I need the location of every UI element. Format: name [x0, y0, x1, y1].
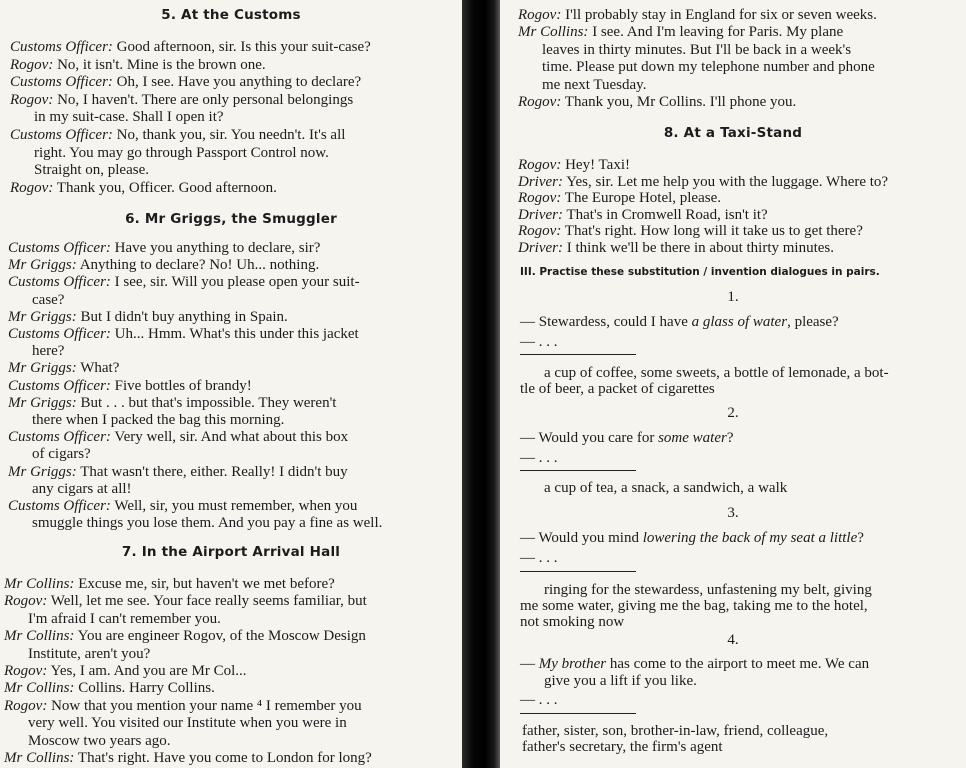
speech-text: What?	[76, 360, 120, 377]
exercise-2-prompt: — Would you care for some water?	[520, 430, 734, 446]
dialogue-line	[10, 180, 277, 196]
speech-text: But I didn't buy anything in Spain.	[76, 308, 288, 325]
dialogue-line	[8, 240, 320, 256]
speech-text: in my suit-case. Shall I open it?	[34, 109, 224, 126]
speaker-label: Customs Officer:	[8, 240, 111, 256]
dialogue-line	[8, 274, 360, 290]
blank-line	[520, 470, 636, 471]
exercise-1-substitutions-cont: tle of beer, a packet of cigarettes	[520, 381, 715, 397]
dialogue-line	[542, 77, 646, 93]
exercise-2-substitutions: a cup of tea, a snack, a sandwich, a walk	[544, 480, 788, 496]
dialogue-line	[8, 309, 288, 325]
speaker-label: Driver:	[518, 206, 563, 223]
speech-text: Oh, I see. Have you anything to declare?	[112, 74, 362, 91]
exercise-3-substitutions: ringing for the stewardess, unfastening my belt, giving	[544, 582, 872, 598]
speech-text: I'm afraid I can't remember you.	[28, 610, 221, 627]
dialogue-line	[32, 481, 132, 497]
speaker-label: Customs Officer:	[8, 274, 111, 291]
dialogue-line	[32, 446, 91, 462]
speaker-label: Rogov:	[4, 697, 48, 714]
exercise-3-prompt: — Would you mind lowering the back of my seat a little?	[520, 530, 864, 546]
speech-text: Excuse me, sir, but haven't we met before?	[74, 576, 335, 592]
speech-text: No, it isn't. Mine is the brown one.	[53, 56, 266, 73]
exercise-4-substitutions: father, sister, son, brother-in-law, friend, colleague,	[522, 723, 829, 739]
speaker-label: Customs Officer:	[8, 498, 111, 514]
dialogue-line	[518, 7, 877, 23]
speech-text: That's right. How long will it take us to get there?	[561, 223, 863, 240]
speech-text: Yes, I am. And you are Mr Col...	[47, 663, 247, 679]
speech-text: here?	[32, 343, 65, 360]
exercise-3-reply: — . . .	[520, 550, 558, 566]
exercise-instruction: III. Practise these substitution / invention dialogues in pairs.	[520, 266, 880, 278]
speaker-label: Rogov:	[518, 94, 562, 110]
section-heading-8: 8. At a Taxi-Stand	[663, 125, 803, 141]
blank-line	[520, 571, 636, 572]
dialogue-line	[10, 74, 361, 90]
book-spine	[462, 0, 500, 768]
dialogue-line	[10, 39, 371, 55]
dialogue-line	[4, 750, 372, 766]
dialogue-line	[28, 611, 221, 627]
dialogue-line	[8, 326, 359, 342]
dialogue-line	[8, 498, 357, 514]
speech-text: smuggle things you lose them. And you pay a fine as well.	[32, 515, 383, 532]
exercise-number-1: 1.	[727, 289, 739, 305]
speaker-label: Rogov:	[10, 56, 54, 73]
dialogue-line	[34, 145, 329, 161]
dialogue-line	[518, 174, 888, 190]
speaker-label: Customs Officer:	[10, 127, 113, 143]
speaker-label: Rogov:	[10, 179, 54, 196]
dialogue-line	[32, 412, 284, 428]
speech-text: Collins. Harry Collins.	[74, 680, 215, 697]
speech-text: But . . . but that's impossible. They weren't	[76, 394, 337, 411]
dialogue-line	[34, 162, 149, 178]
dialogue-line	[10, 127, 345, 143]
dialogue-line	[28, 715, 347, 731]
speaker-label: Customs Officer:	[8, 377, 111, 394]
speaker-label: Mr Griggs:	[8, 257, 77, 274]
speaker-label: Rogov:	[518, 190, 562, 207]
speech-text: Well, sir, you must remember, when you	[110, 498, 358, 514]
dialogue-line	[28, 733, 170, 749]
dialogue-line	[518, 190, 721, 206]
dialogue-line	[8, 378, 252, 394]
exercise-4-prompt: — My brother has come to the airport to meet me. We can	[520, 656, 870, 672]
dialogue-line	[518, 24, 843, 40]
dialogue-line	[542, 59, 875, 75]
exercise-4-reply: — . . .	[520, 692, 558, 708]
dialogue-line	[4, 628, 366, 644]
dialogue-line	[34, 109, 224, 125]
section-heading-5: 5. At the Customs	[161, 7, 301, 23]
speech-text: I see, sir. Will you please open your suit-	[110, 274, 360, 291]
right-page	[500, 0, 966, 768]
speech-text: Very well, sir. And what about this box	[110, 429, 349, 446]
speaker-label: Mr Collins:	[518, 24, 589, 41]
left-page	[0, 0, 462, 768]
speech-text: right. You may go through Passport Control now.	[34, 144, 329, 161]
speaker-label: Customs Officer:	[10, 39, 113, 55]
speech-text: You are engineer Rogov, of the Moscow Design	[74, 628, 366, 645]
dialogue-line	[32, 292, 64, 308]
speech-text: Anything to declare? No! Uh... nothing.	[76, 257, 320, 274]
speech-text: Well, let me see. Your face really seems familiar, but	[47, 593, 367, 610]
speaker-label: Mr Collins:	[4, 680, 75, 697]
exercise-2-reply: — . . .	[520, 450, 558, 466]
dialogue-line	[4, 593, 367, 609]
exercise-4-substitutions-cont: father's secretary, the firm's agent	[522, 739, 723, 755]
speech-text: Now that you mention your name ⁴ I remember you	[47, 697, 362, 714]
dialogue-line	[32, 515, 382, 531]
speaker-label: Mr Collins:	[4, 628, 75, 645]
dialogue-line	[4, 698, 362, 714]
exercise-1-substitutions: a cup of coffee, some sweets, a bottle of lemonade, a bot-	[544, 365, 889, 381]
speech-text: time. Please put down my telephone number and phone	[542, 59, 875, 76]
speaker-label: Mr Griggs:	[8, 308, 77, 325]
dialogue-line	[8, 395, 336, 411]
speaker-label: Mr Collins:	[4, 576, 75, 592]
dialogue-line	[518, 207, 768, 223]
dialogue-line	[8, 464, 348, 480]
speech-text: very well. You visited our Institute when you were in	[28, 715, 347, 732]
dialogue-line	[4, 680, 215, 696]
speech-text: That's right. Have you come to London for long?	[74, 750, 372, 766]
dialogue-line	[8, 429, 348, 445]
speaker-label: Customs Officer:	[10, 74, 113, 91]
dialogue-line	[518, 240, 834, 256]
dialogue-line	[518, 157, 630, 173]
speaker-label: Mr Griggs:	[8, 360, 77, 377]
exercise-3-substitutions-end: not smoking now	[520, 614, 625, 630]
exercise-number-4: 4.	[727, 632, 739, 648]
section-heading-7: 7. In the Airport Arrival Hall	[121, 544, 341, 560]
dialogue-line	[4, 663, 247, 679]
speech-text: Straight on, please.	[34, 162, 149, 179]
dialogue-line	[32, 343, 64, 359]
speaker-label: Mr Collins:	[4, 750, 75, 766]
speaker-label: Rogov:	[518, 157, 562, 173]
speaker-label: Rogov:	[4, 593, 48, 610]
speech-text: Thank you, Officer. Good afternoon.	[53, 179, 277, 196]
speech-text: Thank you, Mr Collins. I'll phone you.	[561, 94, 797, 110]
speech-text: there when I packed the bag this morning.	[32, 412, 285, 428]
speech-text: leaves in thirty minutes. But I'll be back in a week's	[542, 41, 852, 58]
exercise-number-2: 2.	[727, 405, 739, 421]
dialogue-line	[4, 576, 335, 592]
speech-text: Yes, sir. Let me help you with the luggage. Where to?	[563, 173, 889, 190]
exercise-number-3: 3.	[727, 505, 739, 521]
speech-text: That's in Cromwell Road, isn't it?	[563, 206, 768, 223]
speech-text: The Europe Hotel, please.	[561, 190, 721, 207]
speech-text: of cigars?	[32, 446, 91, 463]
speaker-label: Rogov:	[4, 663, 48, 679]
section-heading-6: 6. Mr Griggs, the Smuggler	[125, 211, 337, 227]
speech-text: Hey! Taxi!	[561, 157, 630, 173]
speaker-label: Customs Officer:	[8, 429, 111, 446]
speaker-label: Mr Griggs:	[8, 394, 77, 411]
dialogue-line	[518, 94, 796, 110]
exercise-4-prompt-cont: give you a lift if you like.	[544, 673, 697, 689]
dialogue-line	[10, 57, 266, 73]
dialogue-line	[10, 92, 353, 108]
dialogue-line	[28, 646, 150, 662]
speech-text: Five bottles of brandy!	[110, 377, 252, 394]
speaker-label: Driver:	[518, 173, 563, 190]
speaker-label: Customs Officer:	[8, 326, 111, 342]
speech-text: I see. And I'm leaving for Paris. My plane	[588, 24, 844, 41]
speech-text: No, thank you, sir. You needn't. It's all	[112, 127, 346, 143]
blank-line	[520, 354, 636, 355]
speech-text: Uh... Hmm. What's this under this jacket	[110, 326, 359, 342]
dialogue-line	[8, 360, 119, 376]
speech-text: Institute, aren't you?	[28, 645, 151, 662]
speaker-label: Driver:	[518, 240, 563, 256]
dialogue-line	[518, 223, 863, 239]
dialogue-line	[8, 257, 319, 273]
dialogue-line	[542, 42, 851, 58]
speaker-label: Rogov:	[518, 223, 562, 240]
speech-text: I'll probably stay in England for six or seven weeks.	[561, 7, 877, 23]
exercise-1-prompt: — Stewardess, could I have a glass of water, please?	[520, 314, 839, 330]
speech-text: That wasn't there, either. Really! I didn't buy	[76, 463, 348, 480]
blank-line	[520, 713, 636, 714]
exercise-1-reply: — . . .	[520, 334, 558, 350]
speaker-label: Rogov:	[10, 91, 54, 108]
exercise-3-substitutions-cont: me some water, giving me the bag, taking me to the hotel,	[520, 598, 868, 614]
speaker-label: Mr Griggs:	[8, 463, 77, 480]
speech-text: Moscow two years ago.	[28, 732, 171, 749]
speech-text: case?	[32, 291, 65, 308]
speech-text: Good afternoon, sir. Is this your suit-case?	[112, 39, 371, 55]
speech-text: No, I haven't. There are only personal belongings	[53, 91, 354, 108]
speech-text: I think we'll be there in about thirty minutes.	[563, 240, 834, 256]
speech-text: any cigars at all!	[32, 480, 132, 497]
speech-text: me next Tuesday.	[542, 76, 647, 93]
speaker-label: Rogov:	[518, 7, 562, 23]
speech-text: Have you anything to declare, sir?	[110, 240, 321, 256]
